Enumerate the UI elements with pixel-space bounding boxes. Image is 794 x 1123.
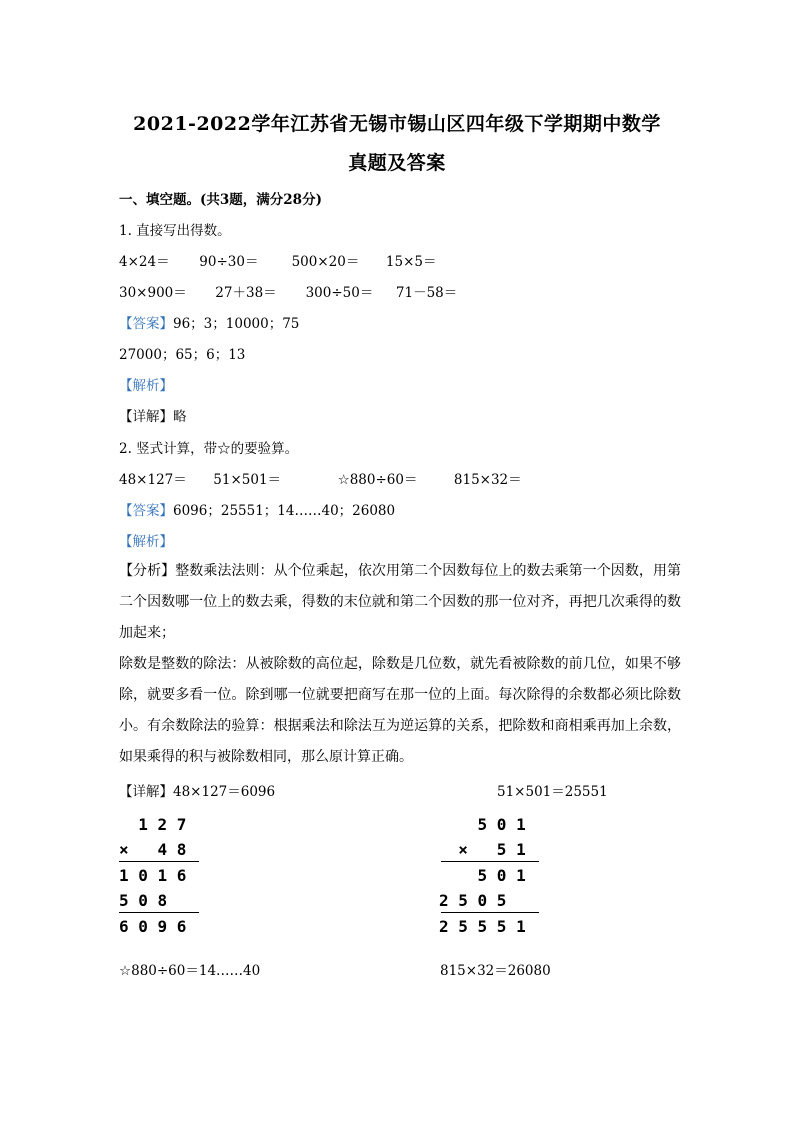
q2-analysis-para2: 除数是整数的除法：从被除数的高位起，除数是几位数，就先看被除数的前几位，如果不够除，就要多看一位。除到哪一位就要把商写在那一位的上面。每次除得的余数都必须比除数小。有余数除法的验算：根据乘法和除法互为逆运算的关系，把除数和商相乘再加上余数，如果乘得的积与被除数相同，那么原计算正确。 <box>119 656 681 765</box>
q1-prompt: 1. 直接写出得数。 <box>119 223 231 239</box>
q1-row2 <box>119 281 457 301</box>
analysis-text1: 整数乘法法则：从个位乘起，依次用第二个因数每位上的数去乘第一个因数，用第二个因数哪一位上的数去乘，得数的末位就和第二个因数的那一位对齐，再把几次乘得的数加起来； <box>119 563 682 641</box>
calc-right-row: 2 5 5 5 1 <box>439 917 526 936</box>
analysis-label: 【分析】 <box>119 563 176 579</box>
q2-item: 815×32＝ <box>453 472 522 488</box>
q2-detail-left-text: 48×127＝6096 <box>173 784 276 800</box>
detail-tag: 【详解】 <box>119 409 173 425</box>
q1-analysis-tag: 【解析】 <box>119 378 173 394</box>
q2-item: 51×501＝ <box>213 472 282 488</box>
q2-item: 48×127＝ <box>119 472 187 488</box>
calc-right-row: × 5 1 <box>439 840 526 859</box>
q1-detail-text: 略 <box>173 409 187 425</box>
q2-bottom-left: ☆880÷60＝14……40 <box>119 963 261 979</box>
q1-row1 <box>119 250 436 270</box>
calc-left-rule <box>119 912 199 913</box>
q2-detail-right: 51×501＝25551 <box>497 784 608 800</box>
calc-left-row: 6 0 9 6 <box>119 917 187 936</box>
calc-right-row: 5 0 1 <box>439 866 526 885</box>
q1-item: 15×5＝ <box>385 254 437 270</box>
q2-answer-text: 6096；25551；14……40；26080 <box>173 503 396 519</box>
answer-tag: 【答案】 <box>119 503 173 519</box>
q1-answer-text1: 96；3；10000；75 <box>173 316 300 332</box>
calc-left-rule <box>119 861 199 862</box>
q2-bottom-right: 815×32＝26080 <box>440 963 551 979</box>
calc-right-row: 2 5 0 5 <box>439 891 507 910</box>
q2-analysis-tag: 【解析】 <box>119 534 173 550</box>
q1-answer <box>119 312 299 332</box>
calc-left-row: × 4 8 <box>119 840 187 859</box>
calc-left-row: 1 2 7 <box>119 815 187 834</box>
q1-item: 300÷50＝ <box>305 285 374 301</box>
calc-right-row: 5 0 1 <box>439 815 526 834</box>
q1-item: 4×24＝ <box>119 254 170 270</box>
calc-left-row: 5 0 8 <box>119 891 168 910</box>
q1-item: 30×900＝ <box>119 285 187 301</box>
q1-item: 71－58＝ <box>395 285 458 301</box>
document-title-line1: 2021-2022学年江苏省无锡市锡山区四年级下学期期中数学 <box>133 113 661 135</box>
calc-left-row: 1 0 1 6 <box>119 866 187 885</box>
q2-detail-left <box>119 780 275 800</box>
calc-right-rule <box>441 861 539 862</box>
q2-analysis-para1 <box>119 556 681 649</box>
q1-item: 500×20＝ <box>291 254 360 270</box>
detail-tag: 【详解】 <box>119 784 173 800</box>
q2-item: ☆880÷60＝ <box>337 472 418 488</box>
q1-answer-line2: 27000；65；6；13 <box>119 347 246 363</box>
q2-row <box>119 468 522 488</box>
answer-tag: 【答案】 <box>119 316 173 332</box>
section-heading: 一、填空题。(共3题，满分28分) <box>119 192 322 208</box>
document-title-line2: 真题及答案 <box>348 152 446 174</box>
q1-item: 27＋38＝ <box>215 285 277 301</box>
calc-right-rule <box>441 912 539 913</box>
q1-detail <box>119 405 187 425</box>
q2-answer <box>119 499 395 519</box>
q1-item: 90÷30＝ <box>199 254 259 270</box>
q2-prompt: 2. 竖式计算，带☆的要验算。 <box>119 441 299 457</box>
